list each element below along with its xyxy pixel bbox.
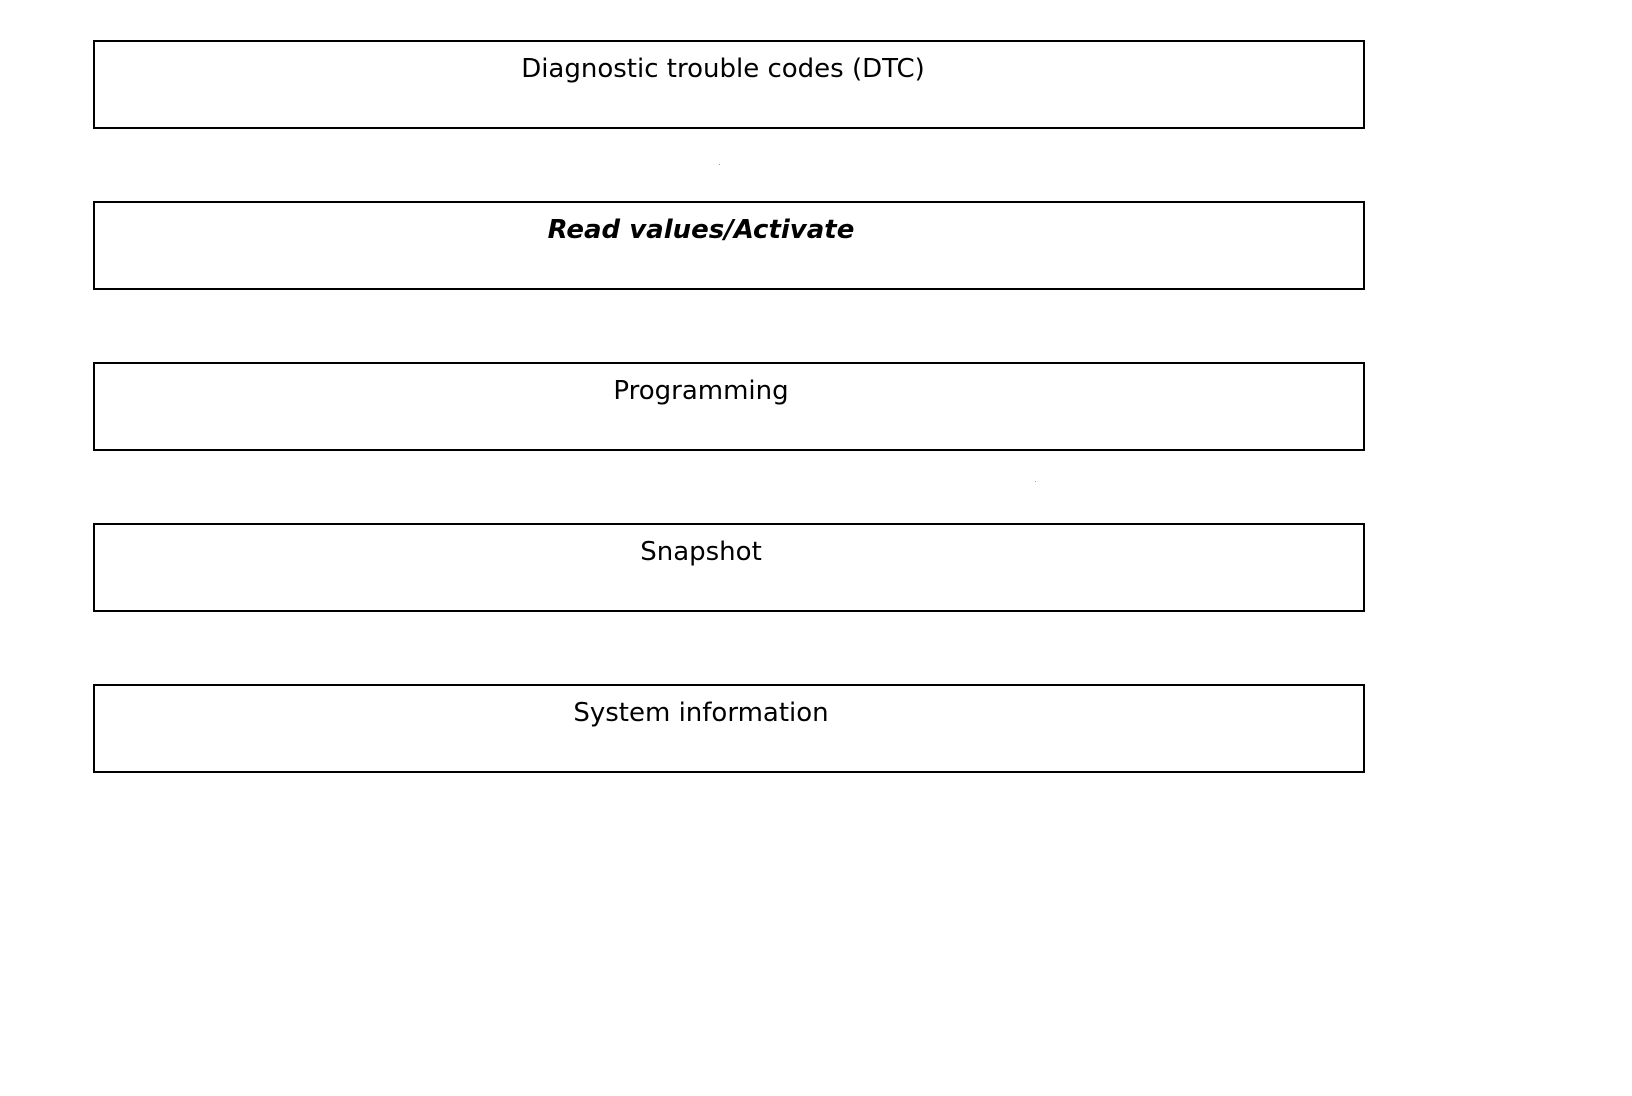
menu-item-label: Programming bbox=[613, 376, 789, 406]
menu-item-dtc[interactable] bbox=[93, 40, 1365, 129]
menu-item-system-information[interactable] bbox=[93, 684, 1365, 773]
menu-item-label: Diagnostic trouble codes (DTC) bbox=[521, 54, 925, 84]
menu-item-read-values-activate[interactable] bbox=[93, 201, 1365, 290]
menu-item-programming[interactable] bbox=[93, 362, 1365, 451]
menu-item-snapshot[interactable] bbox=[93, 523, 1365, 612]
scan-speck bbox=[719, 164, 720, 165]
menu-item-label: Read values/Activate bbox=[547, 215, 855, 245]
menu-item-label: System information bbox=[573, 698, 829, 728]
menu-item-label: Snapshot bbox=[640, 537, 762, 567]
scan-speck bbox=[1035, 481, 1036, 482]
